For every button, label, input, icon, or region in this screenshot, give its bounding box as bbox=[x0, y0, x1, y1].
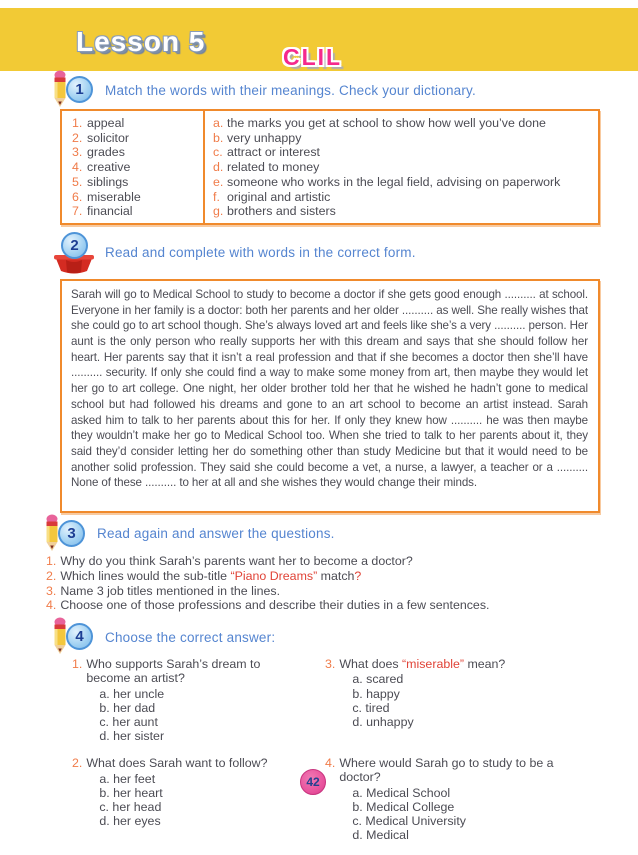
question-2 bbox=[46, 569, 638, 584]
meaning-letter: b. bbox=[213, 130, 224, 145]
mcq-question-number: 4. bbox=[325, 756, 336, 771]
mcq-question-2 bbox=[72, 756, 325, 828]
exercise-1-icon bbox=[52, 72, 96, 108]
word-text: creative bbox=[87, 160, 131, 175]
question-text-part: match bbox=[317, 568, 355, 583]
word-number: 1. bbox=[72, 116, 83, 130]
question-number: 1. bbox=[46, 553, 57, 568]
question-number: 3. bbox=[46, 583, 57, 598]
mcq-option: c. Medical University bbox=[352, 813, 466, 828]
mcq-options bbox=[352, 672, 505, 729]
meaning-text: someone who works in the legal field, advising on paperwork bbox=[227, 174, 561, 189]
mcq-option: d. her eyes bbox=[99, 814, 161, 829]
word-number: 4. bbox=[72, 160, 83, 175]
mcq-question-text bbox=[86, 756, 267, 770]
mcq-question-4 bbox=[325, 756, 638, 842]
word-item bbox=[72, 116, 203, 131]
mcq-option: a. Medical School bbox=[352, 785, 451, 800]
clil-badge: CLIL bbox=[283, 44, 343, 70]
exercise-1-title: Match the words with their meanings. Check your dictionary. bbox=[105, 82, 476, 98]
mcq-option: b. her heart bbox=[99, 785, 163, 800]
word-number: 2. bbox=[72, 130, 83, 145]
word-text: appeal bbox=[87, 116, 125, 130]
question-accent-text: “miserable” bbox=[402, 657, 464, 672]
meaning-item bbox=[213, 175, 598, 190]
mcq-question-text bbox=[86, 657, 283, 685]
mcq-option: b. happy bbox=[352, 686, 400, 701]
word-item bbox=[72, 160, 203, 175]
mcq-question-text bbox=[339, 756, 581, 784]
word-item bbox=[72, 204, 203, 219]
exercise-2-title: Read and complete with words in the correct form. bbox=[105, 245, 416, 261]
meaning-text: original and artistic bbox=[227, 189, 331, 204]
question-1 bbox=[46, 554, 638, 569]
mcq-options bbox=[99, 687, 283, 744]
word-item bbox=[72, 131, 203, 146]
question-text-part: Name 3 job titles mentioned in the lines. bbox=[60, 583, 281, 598]
mcq-left-column bbox=[72, 657, 325, 855]
exercise-2-header bbox=[52, 232, 638, 274]
meaning-letter: f. bbox=[213, 189, 220, 204]
mcq-section bbox=[72, 657, 638, 855]
mcq-option: b. Medical College bbox=[352, 799, 455, 814]
word-item bbox=[72, 145, 203, 160]
meaning-text: very unhappy bbox=[227, 130, 302, 145]
meaning-item bbox=[213, 160, 598, 175]
question-text-part: mean? bbox=[464, 657, 506, 672]
word-number: 6. bbox=[72, 189, 83, 204]
meaning-item bbox=[213, 116, 598, 131]
exercise-3-icon bbox=[44, 516, 88, 552]
question-text-part: What does Sarah want to follow? bbox=[86, 756, 268, 771]
mcq-option: d. Medical bbox=[352, 828, 409, 843]
word-item bbox=[72, 175, 203, 190]
question-text-part: Which lines would the sub-title bbox=[60, 568, 231, 583]
word-number: 3. bbox=[72, 145, 83, 160]
mcq-options bbox=[99, 772, 267, 829]
question-text-part: Who supports Sarah’s dream to become an artist? bbox=[86, 657, 261, 686]
exercise-3-header bbox=[44, 517, 638, 551]
question-number: 4. bbox=[46, 598, 57, 613]
exercise-4-title: Choose the correct answer: bbox=[105, 629, 276, 645]
reading-passage: Sarah will go to Medical School to study to become a doctor if she gets good enough .......... at school. Everyone in her family is a doctor: both her parents and her older .......... as well. She really wishes that she could go to art school though. She’s always loved art and feels like she’s a very .......... person. Her aunt is the only person who really supports her with this dream and says that she should follow her heart. Her parents say that it isn’t a real profession and that if she becomes a doctor then she’ll have .......... security. If only she could find a way to make some money from art, then maybe they would let her go to art college. One night, her older brother told her that he wished he hadn’t gone to medical school but had followed his dreams and gone to an art school to become an artist instead. Sarah asked him to talk to her parents about this for her. If only they knew how .......... he was then maybe they wouldn’t make her go to Medical School too. When she tried to talk to her parents about it, they said they’d consider letting her do something other than study Medicine but that it would need to be another solid profession. They said she could become a vet, a nurse, a lawyer, a teacher or a .......... None of these .......... to her at all and she wishes they would change their minds. bbox=[60, 279, 600, 513]
question-3 bbox=[46, 584, 638, 599]
mcq-question-text bbox=[339, 657, 505, 671]
mcq-option: c. her head bbox=[99, 799, 162, 814]
question-accent-text: “Piano Dreams” bbox=[230, 568, 318, 583]
question-text-part: Choose one of those professions and describe their duties in a few sentences. bbox=[60, 598, 490, 613]
matching-table bbox=[60, 109, 600, 225]
meaning-item bbox=[213, 204, 598, 219]
meaning-letter: g. bbox=[213, 204, 224, 219]
page-number-badge: 42 bbox=[300, 769, 326, 795]
exercise-3-title: Read again and answer the questions. bbox=[97, 526, 335, 542]
word-text: grades bbox=[87, 145, 125, 160]
mcq-question-number: 3. bbox=[325, 657, 336, 672]
mcq-question-body bbox=[339, 756, 581, 842]
question-text-part: Why do you think Sarah’s parents want her to become a doctor? bbox=[60, 553, 413, 568]
meaning-letter: c. bbox=[213, 145, 223, 160]
meaning-letter: d. bbox=[213, 160, 224, 175]
exercise-1-header bbox=[52, 73, 638, 107]
exercise-4-header bbox=[52, 620, 638, 654]
meaning-letter: a. bbox=[213, 116, 224, 130]
meaning-item bbox=[213, 131, 598, 146]
question-list bbox=[46, 554, 638, 613]
mcq-option: b. her dad bbox=[99, 700, 156, 715]
exercise-1-number: 1 bbox=[66, 76, 93, 103]
question-text-part: What does bbox=[339, 657, 403, 672]
meaning-text: brothers and sisters bbox=[227, 204, 336, 219]
meaning-text: the marks you get at school to show how well you’ve done bbox=[227, 116, 546, 130]
mcq-option: a. her uncle bbox=[99, 686, 165, 701]
mcq-right-column bbox=[325, 657, 638, 855]
mcq-question-body bbox=[86, 657, 283, 743]
mcq-option: c. her aunt bbox=[99, 714, 158, 729]
mcq-option: a. scared bbox=[352, 672, 404, 687]
exercise-3-number: 3 bbox=[58, 520, 85, 547]
word-text: miserable bbox=[87, 189, 141, 204]
mcq-question-number: 2. bbox=[72, 756, 83, 771]
word-text: solicitor bbox=[87, 130, 129, 145]
mcq-question-number: 1. bbox=[72, 657, 83, 672]
exercise-4-icon bbox=[52, 619, 96, 655]
meaning-item bbox=[213, 145, 598, 160]
word-number: 7. bbox=[72, 204, 83, 219]
word-text: financial bbox=[87, 204, 133, 219]
meaning-letter: e. bbox=[213, 174, 224, 189]
mcq-option: d. her sister bbox=[99, 729, 165, 744]
word-text: siblings bbox=[87, 174, 129, 189]
word-number: 5. bbox=[72, 174, 83, 189]
mcq-question-body bbox=[339, 657, 505, 729]
mcq-question-body bbox=[86, 756, 267, 828]
question-number: 2. bbox=[46, 568, 57, 583]
mcq-options bbox=[352, 786, 581, 843]
mcq-question-1 bbox=[72, 657, 325, 743]
question-text-part: Where would Sarah go to study to be a doctor? bbox=[339, 756, 554, 785]
mcq-option: c. tired bbox=[352, 700, 390, 715]
meaning-text: attract or interest bbox=[227, 145, 320, 160]
lesson-banner bbox=[0, 8, 638, 71]
exercise-2-number: 2 bbox=[61, 232, 88, 259]
word-item bbox=[72, 190, 203, 205]
exercise-2-icon bbox=[52, 232, 96, 274]
meaning-text: related to money bbox=[227, 160, 320, 175]
exercise-4-number: 4 bbox=[66, 623, 93, 650]
lesson-title: Lesson 5 bbox=[76, 26, 206, 57]
mcq-option: a. her feet bbox=[99, 771, 156, 786]
meaning-item bbox=[213, 190, 598, 205]
mcq-question-3 bbox=[325, 657, 638, 729]
matching-words-column bbox=[62, 111, 205, 223]
matching-meanings-column bbox=[205, 111, 598, 223]
question-4 bbox=[46, 598, 638, 613]
question-accent-tail: ? bbox=[354, 568, 362, 583]
mcq-option: d. unhappy bbox=[352, 714, 414, 729]
